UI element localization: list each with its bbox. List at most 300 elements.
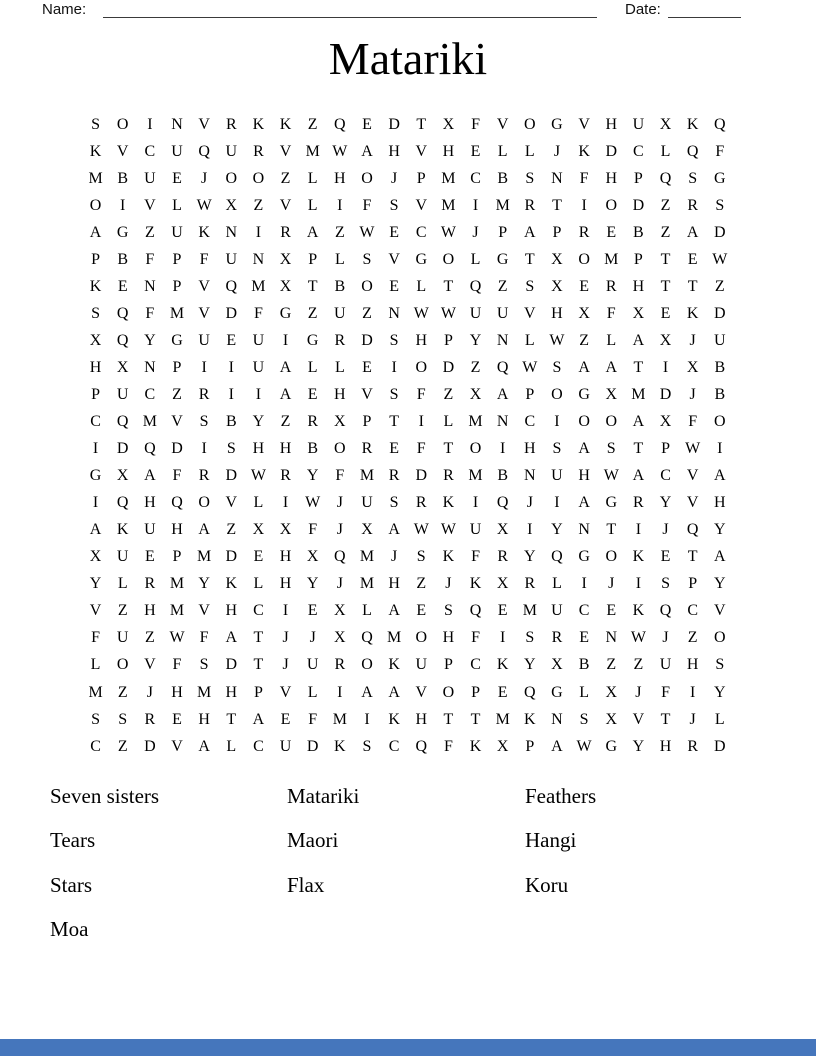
grid-letter: N bbox=[551, 169, 563, 187]
grid-letter: X bbox=[659, 331, 672, 349]
grid-letter: S bbox=[362, 250, 372, 268]
grid-letter: A bbox=[632, 413, 645, 431]
grid-letter: I bbox=[255, 223, 262, 241]
grid-letter: X bbox=[659, 413, 672, 431]
grid-letter: P bbox=[172, 250, 182, 268]
grid-letter: O bbox=[361, 656, 373, 674]
grid-letter: N bbox=[551, 710, 563, 728]
grid-letter: Q bbox=[469, 277, 482, 295]
grid-letter: I bbox=[391, 358, 397, 376]
grid-letter: A bbox=[388, 602, 400, 620]
grid-letter: V bbox=[89, 602, 102, 620]
grid-letter: E bbox=[117, 277, 128, 295]
grid-letter: S bbox=[443, 602, 453, 620]
grid-letter: A bbox=[714, 548, 726, 566]
grid-letter: P bbox=[525, 385, 535, 403]
grid-letter: M bbox=[387, 629, 402, 647]
grid-letter: M bbox=[359, 575, 375, 593]
grid-letter: U bbox=[714, 331, 726, 349]
grid-letter: P bbox=[443, 656, 453, 674]
grid-letter: U bbox=[415, 656, 428, 674]
grid-letter: F bbox=[443, 737, 453, 755]
grid-letter: D bbox=[306, 737, 319, 755]
grid-letter: D bbox=[605, 142, 618, 160]
word-list-item: Flax bbox=[287, 872, 325, 897]
grid-letter: N bbox=[225, 223, 238, 241]
grid-letter: L bbox=[172, 196, 182, 214]
grid-letter: I bbox=[255, 385, 262, 403]
grid-letter: Z bbox=[714, 277, 725, 295]
grid-letter: M bbox=[332, 710, 347, 728]
grid-letter: S bbox=[525, 169, 535, 187]
grid-letter: B bbox=[117, 169, 129, 187]
grid-letter: I bbox=[201, 440, 207, 458]
grid-letter: F bbox=[308, 710, 318, 728]
grid-letter: R bbox=[524, 196, 536, 214]
grid-letter: B bbox=[307, 440, 319, 458]
grid-letter: C bbox=[253, 737, 264, 755]
grid-letter: Q bbox=[496, 494, 509, 512]
grid-letter: K bbox=[388, 710, 400, 728]
grid-letter: I bbox=[147, 115, 153, 133]
date-fill-in-line bbox=[668, 17, 741, 18]
grid-letter: L bbox=[362, 602, 372, 620]
grid-letter: E bbox=[497, 602, 508, 620]
grid-letter: D bbox=[442, 358, 455, 376]
grid-letter: I bbox=[717, 440, 723, 458]
grid-letter: J bbox=[445, 575, 452, 593]
grid-letter: O bbox=[361, 169, 373, 187]
grid-letter: H bbox=[551, 304, 563, 322]
grid-letter: J bbox=[336, 521, 343, 539]
grid-letter: R bbox=[443, 467, 454, 485]
word-list-item: Moa bbox=[50, 917, 89, 942]
grid-letter: Z bbox=[117, 602, 128, 620]
grid-letter: M bbox=[88, 683, 103, 701]
grid-letter: U bbox=[116, 385, 129, 403]
grid-letter: F bbox=[91, 629, 101, 647]
grid-letter: F bbox=[308, 521, 318, 539]
grid-letter: P bbox=[471, 683, 480, 701]
grid-letter: A bbox=[198, 521, 210, 539]
grid-letter: L bbox=[334, 250, 345, 268]
grid-letter: I bbox=[581, 196, 587, 214]
grid-letter: U bbox=[551, 467, 563, 485]
grid-letter: O bbox=[225, 169, 238, 187]
grid-letter: I bbox=[690, 683, 696, 701]
grid-letter: H bbox=[578, 467, 590, 485]
grid-letter: A bbox=[252, 710, 265, 728]
grid-letter: W bbox=[549, 331, 565, 349]
grid-letter: V bbox=[388, 250, 400, 268]
grid-letter: W bbox=[413, 521, 429, 539]
grid-letter: T bbox=[416, 115, 427, 133]
grid-letter: H bbox=[334, 169, 346, 187]
grid-letter: G bbox=[714, 169, 726, 187]
grid-letter: F bbox=[199, 250, 209, 268]
grid-letter: L bbox=[307, 358, 318, 376]
grid-letter: A bbox=[388, 683, 400, 701]
grid-letter: O bbox=[524, 115, 536, 133]
grid-letter: M bbox=[169, 602, 185, 620]
grid-letter: R bbox=[280, 223, 291, 241]
grid-letter: X bbox=[578, 304, 590, 322]
grid-letter: K bbox=[116, 521, 129, 539]
grid-letter: E bbox=[579, 277, 589, 295]
grid-letter: H bbox=[388, 142, 400, 160]
grid-letter: F bbox=[416, 385, 426, 403]
grid-letter: S bbox=[118, 710, 128, 728]
grid-letter: V bbox=[279, 196, 292, 214]
grid-letter: X bbox=[116, 358, 129, 376]
grid-letter: Q bbox=[334, 115, 346, 133]
grid-letter: F bbox=[253, 304, 263, 322]
grid-letter: H bbox=[89, 358, 102, 376]
grid-letter: C bbox=[415, 223, 427, 241]
grid-letter: R bbox=[225, 115, 237, 133]
grid-letter: W bbox=[413, 304, 429, 322]
word-list-item: Matariki bbox=[287, 783, 360, 808]
grid-letter: T bbox=[524, 250, 535, 268]
grid-letter: X bbox=[551, 656, 563, 674]
grid-letter: F bbox=[416, 440, 426, 458]
grid-letter: H bbox=[442, 629, 455, 647]
grid-letter: T bbox=[606, 521, 617, 539]
grid-letter: V bbox=[415, 683, 428, 701]
grid-letter: O bbox=[605, 413, 618, 431]
grid-letter: Z bbox=[117, 683, 128, 701]
grid-letter: H bbox=[198, 710, 210, 728]
word-search-grid bbox=[82, 111, 733, 760]
grid-letter: V bbox=[714, 602, 726, 620]
grid-letter: Y bbox=[469, 331, 482, 349]
grid-letter: N bbox=[605, 629, 618, 647]
grid-letter: C bbox=[144, 142, 156, 160]
grid-letter: N bbox=[144, 358, 156, 376]
grid-letter: L bbox=[334, 358, 345, 376]
grid-letter: K bbox=[442, 494, 455, 512]
grid-letter: H bbox=[605, 115, 618, 133]
grid-letter: Q bbox=[171, 494, 183, 512]
grid-letter: I bbox=[228, 358, 234, 376]
grid-letter: B bbox=[497, 169, 509, 187]
grid-letter: P bbox=[91, 385, 101, 403]
grid-letter: U bbox=[252, 331, 265, 349]
grid-letter: Z bbox=[253, 196, 264, 214]
grid-letter: Z bbox=[144, 629, 155, 647]
grid-letter: U bbox=[198, 331, 210, 349]
grid-letter: Y bbox=[306, 467, 319, 485]
grid-letter: G bbox=[306, 331, 319, 349]
grid-letter: Z bbox=[416, 575, 427, 593]
grid-letter: I bbox=[418, 413, 424, 431]
grid-letter: J bbox=[336, 494, 343, 512]
grid-letter: I bbox=[364, 710, 370, 728]
grid-letter: A bbox=[279, 385, 292, 403]
grid-letter: Y bbox=[659, 494, 672, 512]
grid-letter: O bbox=[714, 413, 726, 431]
grid-letter: A bbox=[686, 223, 699, 241]
grid-letter: Y bbox=[714, 521, 726, 539]
grid-letter: W bbox=[576, 737, 592, 755]
grid-letter: S bbox=[389, 385, 399, 403]
grid-letter: U bbox=[334, 304, 346, 322]
grid-letter: H bbox=[225, 602, 238, 620]
grid-letter: J bbox=[689, 331, 696, 349]
grid-letter: D bbox=[415, 467, 428, 485]
grid-letter: O bbox=[415, 358, 428, 376]
grid-letter: R bbox=[415, 494, 427, 512]
grid-letter: C bbox=[90, 413, 101, 431]
grid-letter: D bbox=[388, 115, 400, 133]
grid-letter: F bbox=[688, 413, 698, 431]
grid-letter: U bbox=[116, 629, 129, 647]
grid-letter: Z bbox=[172, 385, 182, 403]
grid-letter: Z bbox=[497, 277, 508, 295]
name-fill-in-line bbox=[103, 17, 597, 18]
grid-letter: T bbox=[660, 277, 671, 295]
grid-letter: S bbox=[226, 440, 236, 458]
grid-letter: V bbox=[686, 494, 699, 512]
grid-letter: K bbox=[388, 656, 400, 674]
grid-letter: X bbox=[334, 629, 346, 647]
grid-letter: X bbox=[605, 683, 618, 701]
grid-letter: O bbox=[605, 196, 618, 214]
grid-letter: P bbox=[253, 683, 263, 701]
grid-letter: L bbox=[253, 494, 264, 512]
grid-letter: R bbox=[334, 331, 346, 349]
grid-letter: X bbox=[496, 737, 509, 755]
grid-letter: U bbox=[252, 358, 265, 376]
grid-letter: R bbox=[144, 710, 156, 728]
grid-letter: J bbox=[391, 169, 398, 187]
grid-letter: B bbox=[225, 413, 237, 431]
grid-letter: F bbox=[172, 656, 182, 674]
grid-letter: Q bbox=[116, 494, 129, 512]
grid-letter: H bbox=[659, 737, 672, 755]
grid-letter: L bbox=[253, 575, 264, 593]
grid-letter: K bbox=[252, 115, 265, 133]
grid-letter: C bbox=[90, 737, 101, 755]
grid-letter: S bbox=[715, 196, 725, 214]
grid-letter: B bbox=[117, 250, 129, 268]
grid-letter: E bbox=[389, 223, 399, 241]
grid-letter: D bbox=[225, 304, 238, 322]
grid-letter: J bbox=[526, 494, 533, 512]
grid-letter: R bbox=[361, 440, 373, 458]
grid-letter: Q bbox=[116, 304, 129, 322]
grid-letter: N bbox=[252, 250, 265, 268]
grid-letter: K bbox=[334, 737, 346, 755]
grid-letter: G bbox=[605, 737, 618, 755]
grid-letter: Q bbox=[524, 683, 536, 701]
grid-letter: L bbox=[307, 683, 318, 701]
grid-letter: M bbox=[359, 548, 375, 566]
puzzle-title: Matariki bbox=[328, 33, 488, 84]
grid-letter: U bbox=[551, 602, 563, 620]
grid-letter: C bbox=[470, 656, 481, 674]
grid-letter: Y bbox=[551, 521, 563, 539]
grid-letter: J bbox=[608, 575, 615, 593]
grid-letter: J bbox=[282, 629, 289, 647]
grid-letter: U bbox=[144, 521, 156, 539]
grid-letter: Y bbox=[198, 575, 210, 593]
grid-letter: Z bbox=[117, 737, 128, 755]
grid-letter: T bbox=[633, 358, 644, 376]
grid-letter: A bbox=[578, 440, 590, 458]
word-list-item: Stars bbox=[50, 872, 92, 897]
grid-letter: T bbox=[470, 710, 481, 728]
word-list-item: Feathers bbox=[525, 783, 597, 808]
grid-letter: I bbox=[282, 331, 289, 349]
grid-letter: F bbox=[471, 115, 480, 133]
grid-letter: K bbox=[442, 548, 455, 566]
grid-letter: Q bbox=[469, 602, 482, 620]
grid-letter: O bbox=[361, 277, 373, 295]
grid-letter: V bbox=[361, 385, 373, 403]
grid-letter: T bbox=[443, 440, 454, 458]
grid-letter: I bbox=[120, 196, 126, 214]
grid-letter: G bbox=[605, 494, 618, 512]
grid-letter: F bbox=[606, 304, 616, 322]
grid-letter: O bbox=[714, 629, 726, 647]
grid-letter: O bbox=[469, 440, 482, 458]
grid-letter: E bbox=[660, 304, 671, 322]
grid-letter: I bbox=[662, 358, 669, 376]
grid-letter: E bbox=[362, 358, 372, 376]
grid-letter: X bbox=[279, 277, 292, 295]
grid-letter: I bbox=[472, 196, 479, 214]
grid-letter: I bbox=[635, 575, 642, 593]
grid-letter: S bbox=[362, 737, 372, 755]
word-list-item: Koru bbox=[525, 872, 569, 897]
grid-letter: H bbox=[279, 575, 292, 593]
grid-letter: I bbox=[92, 440, 99, 458]
grid-letter: J bbox=[662, 521, 669, 539]
grid-letter: H bbox=[279, 548, 292, 566]
grid-letter: J bbox=[201, 169, 208, 187]
grid-letter: Q bbox=[659, 602, 672, 620]
grid-letter: E bbox=[606, 602, 617, 620]
grid-letter: O bbox=[116, 656, 129, 674]
grid-letter: F bbox=[199, 629, 209, 647]
grid-letter: S bbox=[91, 115, 101, 133]
grid-letter: M bbox=[495, 196, 510, 214]
grid-letter: P bbox=[362, 413, 372, 431]
grid-letter: Q bbox=[659, 169, 672, 187]
grid-letter: E bbox=[144, 548, 155, 566]
grid-letter: Y bbox=[89, 575, 102, 593]
grid-letter: V bbox=[198, 277, 210, 295]
grid-letter: M bbox=[468, 413, 483, 431]
grid-letter: P bbox=[172, 277, 182, 295]
grid-letter: E bbox=[172, 710, 182, 728]
grid-letter: L bbox=[497, 142, 508, 160]
grid-letter: D bbox=[144, 737, 156, 755]
grid-letter: G bbox=[415, 250, 428, 268]
grid-letter: A bbox=[388, 521, 400, 539]
grid-letter: I bbox=[92, 494, 99, 512]
grid-letter: W bbox=[685, 440, 701, 458]
grid-letter: F bbox=[715, 142, 725, 160]
grid-letter: J bbox=[282, 656, 289, 674]
grid-letter: L bbox=[307, 196, 318, 214]
grid-letter: O bbox=[578, 250, 590, 268]
grid-letter: A bbox=[225, 629, 238, 647]
grid-letter: F bbox=[471, 548, 480, 566]
grid-letter: F bbox=[172, 467, 182, 485]
grid-letter: V bbox=[686, 467, 699, 485]
grid-letter: Q bbox=[551, 548, 563, 566]
grid-letter: W bbox=[332, 142, 348, 160]
grid-letter: K bbox=[686, 115, 699, 133]
grid-letter: X bbox=[632, 304, 645, 322]
grid-letter: U bbox=[306, 656, 319, 674]
grid-letter: K bbox=[496, 656, 509, 674]
word-list-item: Maori bbox=[287, 828, 339, 853]
grid-letter: Y bbox=[524, 656, 536, 674]
grid-letter: H bbox=[144, 494, 156, 512]
grid-letter: M bbox=[631, 385, 646, 403]
grid-letter: U bbox=[659, 656, 672, 674]
grid-letter: N bbox=[524, 467, 536, 485]
grid-letter: I bbox=[500, 629, 506, 647]
grid-letter: H bbox=[144, 602, 156, 620]
grid-letter: L bbox=[660, 142, 671, 160]
grid-letter: X bbox=[551, 277, 563, 295]
grid-letter: T bbox=[687, 277, 698, 295]
grid-letter: S bbox=[552, 440, 562, 458]
grid-letter: S bbox=[389, 196, 399, 214]
grid-letter: X bbox=[89, 548, 102, 566]
grid-letter: U bbox=[116, 548, 129, 566]
grid-letter: V bbox=[415, 196, 428, 214]
grid-letter: R bbox=[524, 575, 536, 593]
grid-letter: U bbox=[171, 223, 183, 241]
grid-letter: M bbox=[169, 304, 185, 322]
grid-letter: C bbox=[524, 413, 536, 431]
grid-letter: X bbox=[442, 115, 455, 133]
grid-letter: I bbox=[228, 385, 234, 403]
grid-letter: M bbox=[441, 196, 456, 214]
grid-letter: K bbox=[198, 223, 210, 241]
grid-letter: V bbox=[116, 142, 129, 160]
grid-letter: X bbox=[496, 575, 509, 593]
grid-letter: B bbox=[578, 656, 590, 674]
grid-letter: R bbox=[578, 223, 590, 241]
grid-letter: G bbox=[578, 385, 590, 403]
grid-letter: P bbox=[308, 250, 318, 268]
grid-letter: W bbox=[712, 250, 728, 268]
grid-letter: H bbox=[225, 683, 238, 701]
grid-letter: I bbox=[282, 494, 289, 512]
grid-letter: L bbox=[117, 575, 128, 593]
grid-letter: M bbox=[197, 548, 212, 566]
grid-letter: R bbox=[497, 548, 509, 566]
grid-letter: O bbox=[89, 196, 102, 214]
grid-letter: D bbox=[116, 440, 129, 458]
grid-letter: J bbox=[472, 223, 479, 241]
grid-letter: W bbox=[250, 467, 266, 485]
grid-letter: W bbox=[196, 196, 212, 214]
grid-letter: V bbox=[415, 142, 428, 160]
grid-letter: V bbox=[144, 196, 156, 214]
grid-letter: X bbox=[361, 521, 373, 539]
grid-letter: A bbox=[89, 521, 102, 539]
grid-letter: T bbox=[253, 629, 264, 647]
grid-letter: I bbox=[201, 358, 207, 376]
grid-letter: X bbox=[605, 385, 618, 403]
